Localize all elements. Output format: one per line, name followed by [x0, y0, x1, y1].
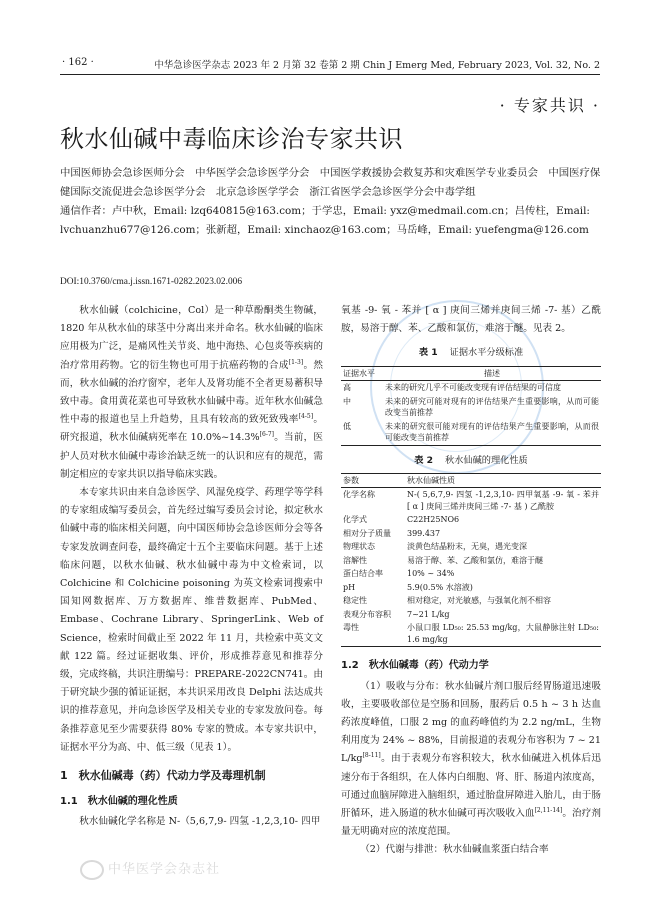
table-row: 毒性 小鼠口服 LD₅₀: 25.53 mg/kg，大鼠静脉注射 LD₅₀: 1.6 mg/kg — [341, 621, 601, 647]
section-label: · 专家共识 · — [499, 96, 600, 115]
table-row: 化学名称 N-( 5,6,7,9- 四氢 -1,2,3,10- 四甲氧基 -9- 氧 - 苯并 [ α ] 庚间三烯并庚间三烯 -7- 基 ) 乙酰胺 — [343, 490, 599, 511]
page-number: · 162 · — [62, 57, 94, 68]
table-1-caption: 表 1 证据水平分级标准 — [418, 347, 524, 359]
table-row: 相对分子质量 399.437 — [343, 528, 441, 538]
evidence-level-table — [341, 366, 601, 446]
logo-icon — [80, 860, 104, 880]
left-column — [60, 302, 323, 832]
table-row: 低 未来的研究很可能对现有的评估结果产生重要影响，从而很可能改变当前推荐 — [341, 420, 601, 446]
table-row: 高 未来的研究几乎不可能改变现有评估结果的可信度 — [343, 383, 561, 393]
table-header: 描述 — [383, 366, 601, 381]
chemical-name-paragraph: 秋水仙碱化学名称是 N-（5,6,7,9- 四氢 -1,2,3,10- 四甲 — [79, 816, 321, 828]
article-title: 秋水仙碱中毒临床诊治专家共识 — [60, 125, 403, 153]
intro-paragraph: 秋水仙碱（colchicine，Col）是一种草酚酮类生物碱，1820 年从秋水仙的球茎中分离出来并命名。秋水仙碱的临床应用极为广泛，是痛风性关节炎、地中海热、心包炎等疾病的治疗常用药物。它的衍生物也可用于抗癌药物的合成[1-3]。然而，秋水仙碱的治疗窗窄，老年人及肾功能不全者更易蓄积导致中毒。食用黄花菜也可导致秋水仙碱中毒。近年秋水仙碱急性中毒的报道也呈上升趋势，且具有较高的致死致残率[4-5]。研究报道，秋水仙碱病死率在 10.0%~14.3%[6-7]。当前，医护人员对秋水仙碱中毒诊治缺乏统一的认识和应有的规范，需制定相应的专家共识以指导临床实践。 — [60, 305, 324, 480]
table-row: 蛋白结合率 10% ~ 34% — [343, 569, 455, 579]
absorption-paragraph: （1）吸收与分布：秋水仙碱片剂口服后经胃肠道迅速吸收，主要吸收部位是空肠和回肠，服药后 0.5 h ~ 3 h 达血药浓度峰值，口服 2 mg 的血药峰值约为 2.2 ng/mL，生物利用度为 24% ~ 88%，目前报道的表观分布容积为 7 ~ 21 L/kg[8-11]。由于表观分布容积较大，秋水仙碱进入机体后迅速分布于各组织，在人体内白细胞、肾、肝、肠道内浓度高，可通过血脑屏障进入脑组织，通过胎盘屏障进入胎儿，由于肠肝循环，进入肠道的秋水仙碱可再次吸收入血[2,11-14]。治疗剂量无明确对应的浓度范围。 — [341, 680, 602, 838]
right-column — [341, 302, 601, 860]
table-2-caption: 表 2 秋水仙碱的理化性质 — [414, 454, 528, 466]
table-header: 秋水仙碱性质 — [405, 473, 601, 488]
table-header: 参数 — [341, 473, 405, 488]
journal-header: 中华急诊医学杂志 2023 年 2 月第 32 卷第 2 期 Chin J Emerg Med, February 2023, Vol. 32, No. 2 — [154, 60, 600, 71]
section-heading-1-2: 1.2 秋水仙碱毒（药）代动力学 — [341, 660, 489, 672]
table-row: 表观分布容积 7~21 L/kg — [343, 609, 450, 619]
section-heading-1: 1 秋水仙碱毒（药）代动力学及毒理机制 — [60, 769, 266, 783]
author-organizations: 中国医师协会急诊医师分会 中华医学会急诊医学分会 中国医学救援协会救复苏和灾难医学专业委员会 中国医疗保健国际交流促进会急诊医学分会 北京急诊医学学会 浙江省医学会急诊医学分会中毒学组 — [60, 167, 601, 198]
table-row: 溶解性 易溶于醇、苯、乙酸和氯仿，难溶于醚 — [343, 555, 543, 565]
table-row: 物理状态 淡黄色结晶粉末，无臭，遇光变深 — [343, 542, 527, 552]
table-row: 稳定性 相对稳定，对光敏感，与强氧化剂不相容 — [343, 596, 551, 606]
publisher-logo: 中华医学会杂志社 — [80, 858, 220, 880]
doi: DOI:10.3760/cma.j.issn.1671-0282.2023.02.006 — [60, 277, 243, 287]
table-row: pH 5.9(0.5% 水溶液) — [343, 582, 473, 592]
properties-table — [341, 473, 601, 648]
chemical-continued-paragraph: 氧基 -9- 氧 - 苯并 [ α ] 庚间三烯并庚间三烯 -7- 基）乙酰胺，易溶于醇、苯、乙酸和氯仿，难溶于醚。见表 2。 — [341, 305, 601, 335]
header-rule — [60, 74, 600, 75]
table-row: 中 未来的研究可能对现有的评估结果产生重要影响，从而可能改变当前推荐 — [343, 396, 599, 418]
section-heading-1-1: 1.1 秋水仙碱的理化性质 — [60, 796, 178, 808]
table-header: 证据水平 — [341, 366, 383, 381]
corresponding-authors: 通信作者：卢中秋，Email: lzq640815@163.com；于学忠，Email: yxz@medmail.com.cn；吕传柱，Email: lvchuanzhu677@126.com；张新超，Email: xinchaoz@163.com；马岳峰，Email: yuefengma@126.com — [60, 205, 590, 236]
table-row: 化学式 C22H25NO6 — [343, 515, 460, 525]
methods-paragraph: 本专家共识由来自急诊医学、风湿免疫学、药理学等学科的专家组成编写委员会，首先经过编写委员会讨论，拟定秋水仙碱中毒的临床相关问题，向中国医师协会急诊医师分会等各专家发放调查问卷，最终确定十五个主要临床问题。基于上述临床问题，以秋水仙碱、秋水仙碱中毒为中文检索词，以 Colchicine 和 Colchicine poisoning 为英文检索词搜索中国知网数据库、万方数据库、维普数据库、PubMed、Embase、Cochrane Library、SpringerLink、Web of Science，检索时间截止至 2022 年 11 月，共检索中英文文献 122 篇。经过证据收集、评价，形成推荐意见和推荐分级，完成终稿，共识注册编号：PREPARE-2022CN741。由于研究缺少强的循证证据，本共识采用改良 Delphi 法达成共识的推荐意见，并向急诊医学及相关专业的专家发放问卷。每条推荐意见至少需要获得 80% 专家的赞成。本专家共识中，证据水平分为高、中、低三级（见表 1）。 — [60, 487, 323, 753]
metabolism-paragraph: （2）代谢与排泄：秋水仙碱血浆蛋白结合率 — [360, 844, 549, 856]
author-block — [60, 164, 605, 240]
